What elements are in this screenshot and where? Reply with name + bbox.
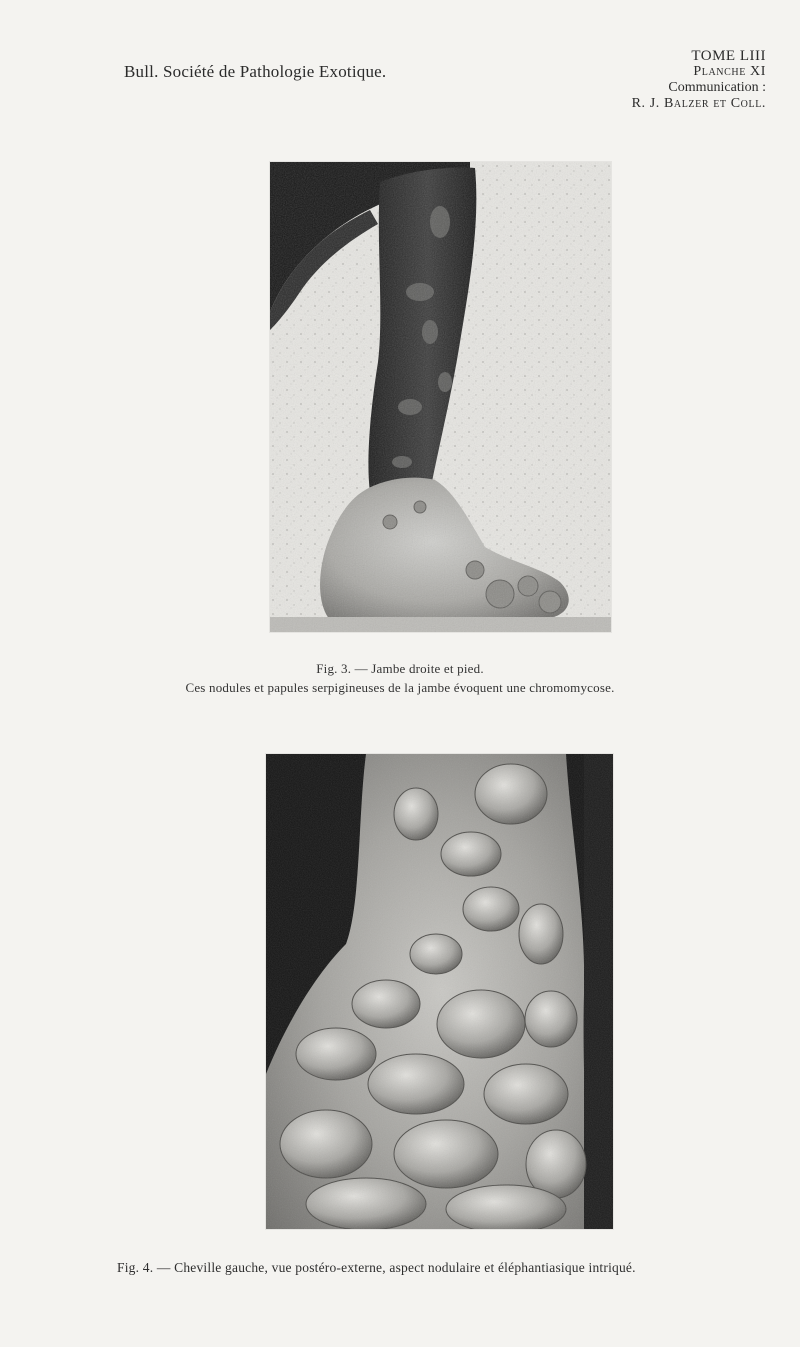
figure-3-image: [270, 162, 611, 632]
figure-4-photo: [266, 754, 613, 1229]
figure-3-label: Fig. 3. — Jambe droite et pied.: [316, 661, 484, 676]
journal-title: Bull. Société de Pathologie Exotique.: [124, 62, 387, 81]
tome-number: TOME LIII: [691, 48, 766, 64]
figure-4-image: [266, 754, 613, 1229]
communication-label: Communication :: [668, 80, 766, 95]
authors: R. J. Balzer et Coll.: [631, 96, 766, 111]
plate-number: Planche XI: [693, 64, 766, 79]
figure-3-caption: Ces nodules et papules serpigineuses de la jambe évoquent une chromomycose.: [185, 680, 615, 695]
figure-3-photo: [270, 162, 611, 632]
plate-info: [566, 48, 766, 112]
figure-4-caption: Fig. 4. — Cheville gauche, vue postéro-externe, aspect nodulaire et éléphantiasique intriqué.: [117, 1260, 636, 1275]
